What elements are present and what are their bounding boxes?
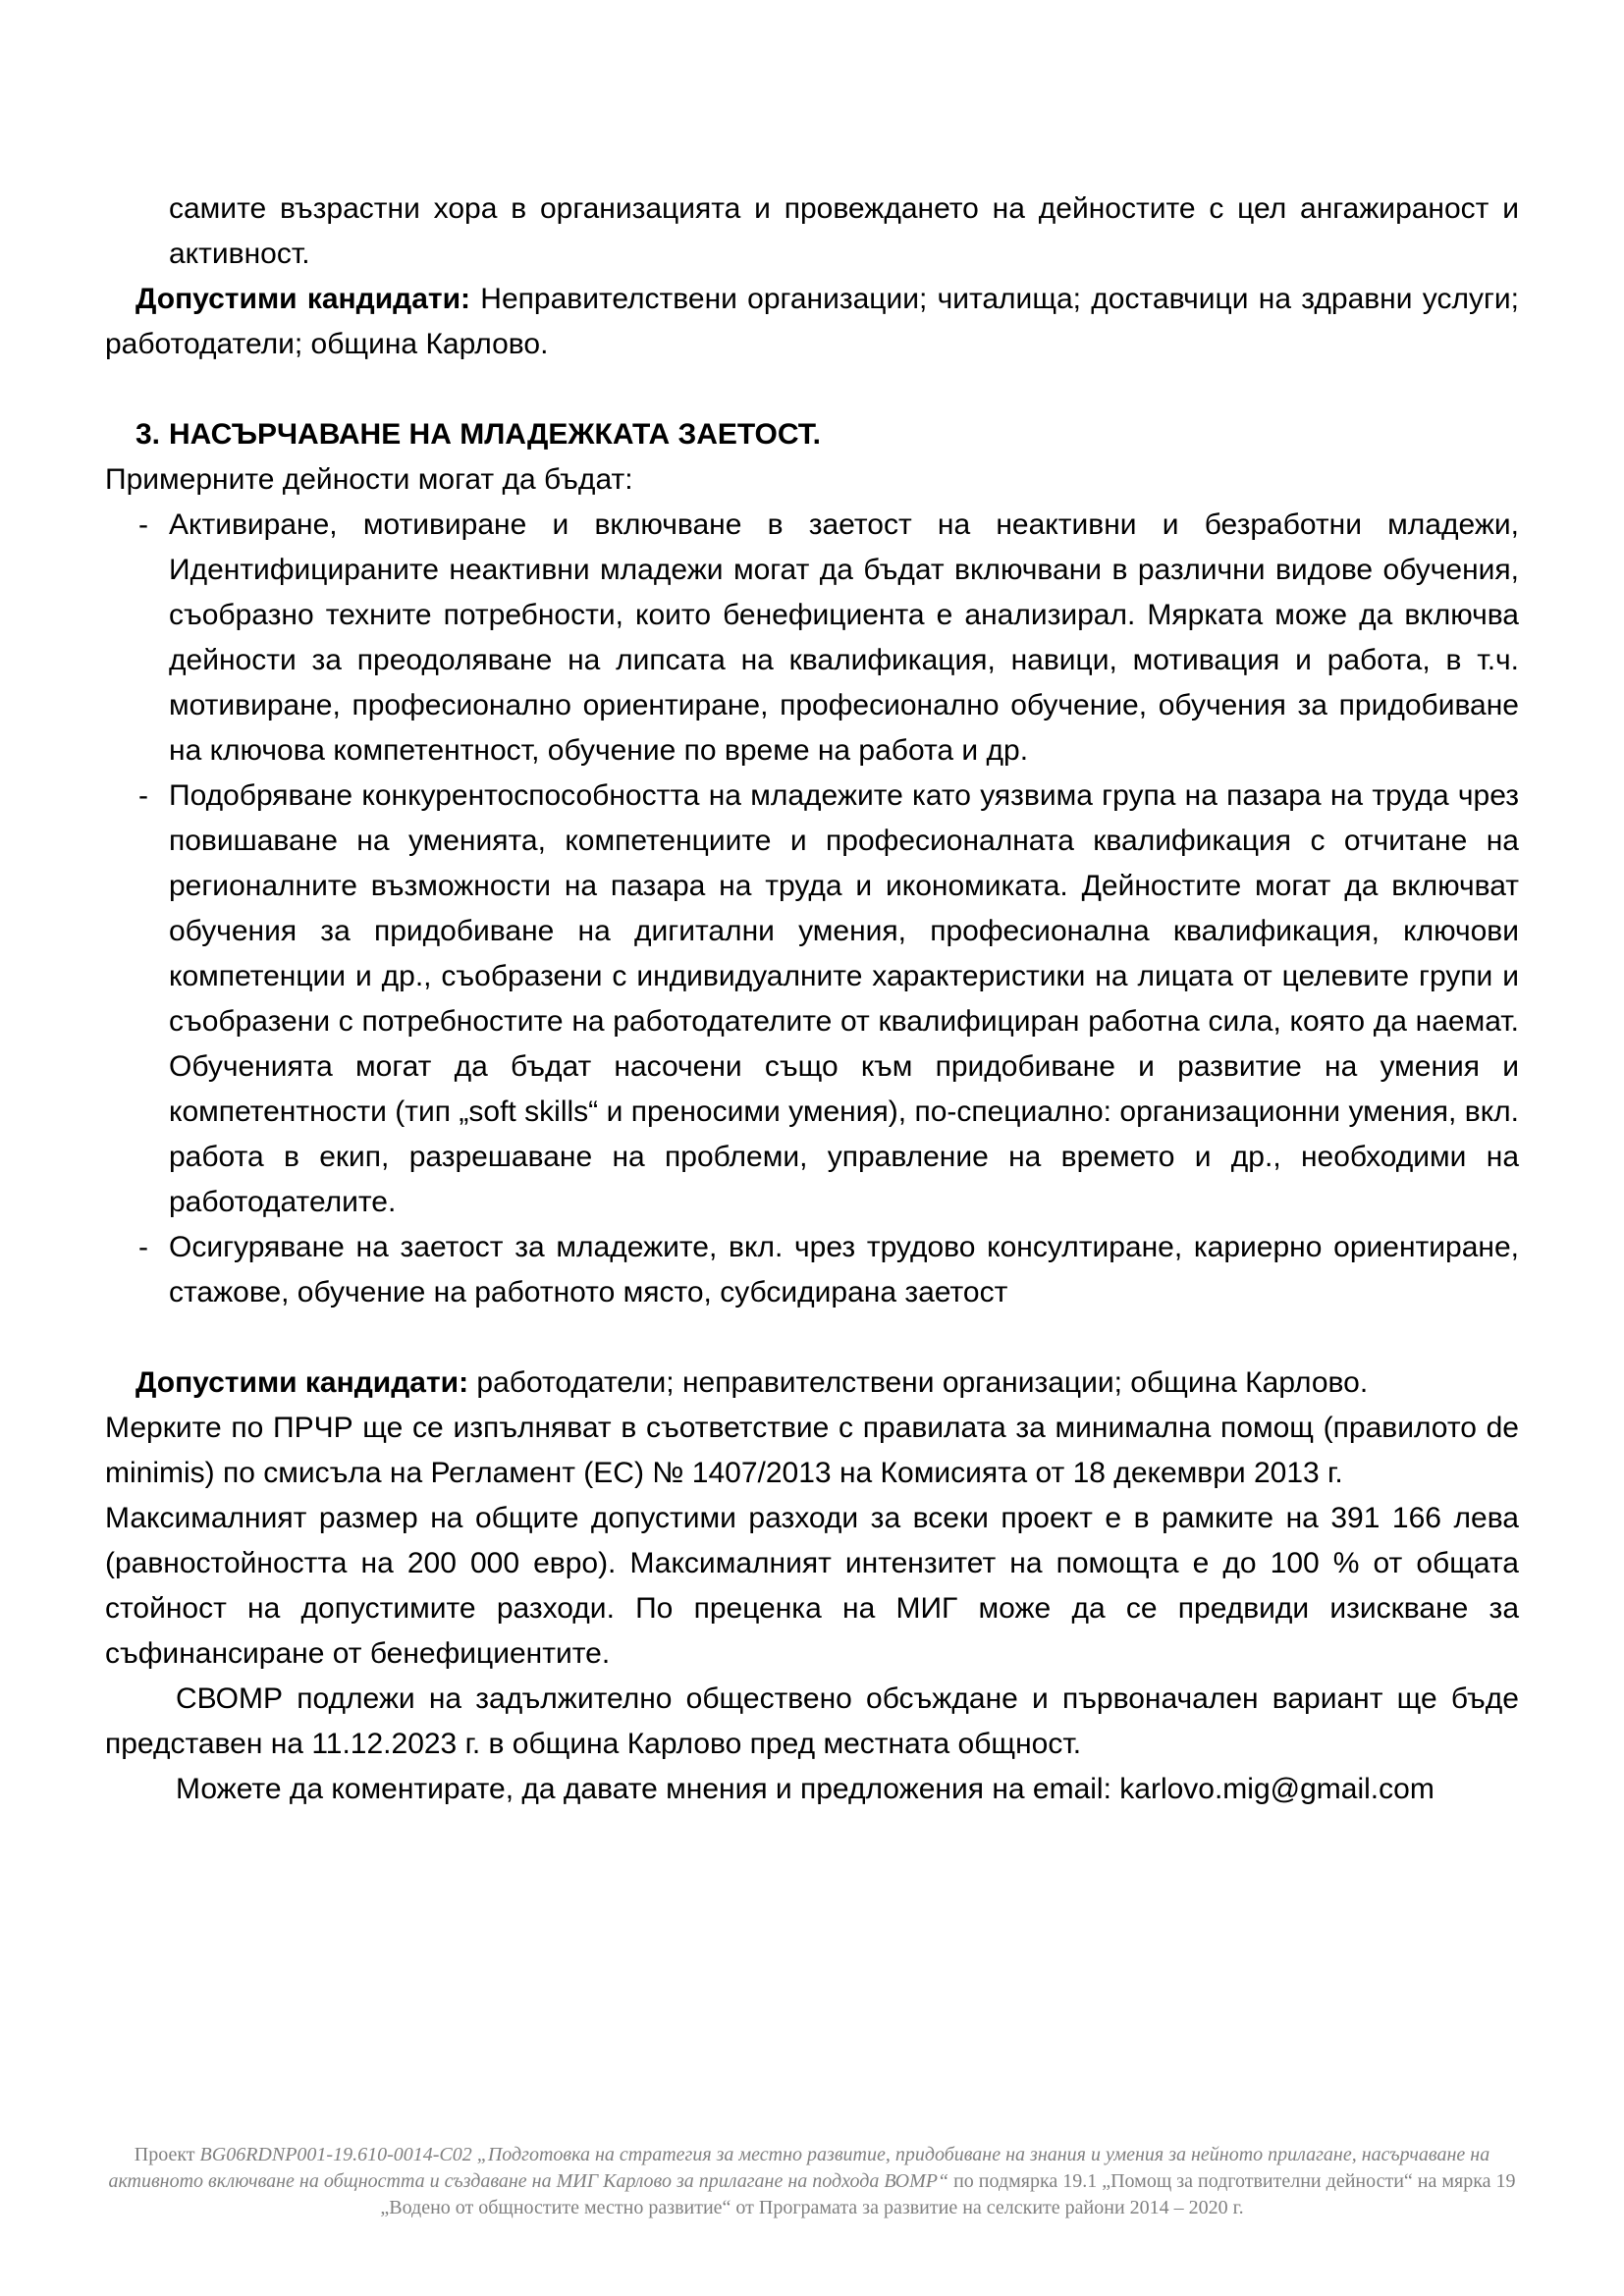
svomr-paragraph xyxy=(105,1677,1519,1767)
section-3-heading xyxy=(105,412,1519,457)
eligible-candidates-text: работодатели; неправителствени организации; община Карлово. xyxy=(468,1366,1369,1399)
minimis-paragraph xyxy=(105,1406,1519,1496)
footer-prefix: Проект xyxy=(134,2144,200,2165)
bullet-text: Подобряване конкурентоспособността на младежите като уязвима група на пазара на труда чрез повишаване на уменията, компетенциите и професионалната квалификация с отчитане на регионалните възможности на пазара на труда и икономиката. Дейностите могат да включват обучения за придобиване на дигитални умения, професионална квалификация, ключови компетенции и др., съобразени с индивидуалните характеристики на лицата от целевите групи и съобразени с потребностите на работодателите от квалифициран работна сила, която да наемат. Обученията могат да бъдат насочени също към придобиване и развитие на умения и компетентности (тип „soft skills“ и преносими умения), по-специално: организационни умения, вкл. работа в екип, разрешаване на проблеми, управление на времето и др., необходими на работодателите. xyxy=(169,779,1519,1218)
minimis-text: Мерките по ПРЧР ще се изпълняват в съответствие с правилата за минимална помощ (правилото de minimis) по смисъла на Регламент (ЕС) № 1407/2013 на Комисията от 18 декември 2013 г. xyxy=(105,1412,1519,1489)
bullet-item-employment xyxy=(105,1225,1519,1315)
activities-intro-text: Примерните дейности могат да бъдат: xyxy=(105,463,633,496)
eligible-candidates-elderly-paragraph xyxy=(105,277,1519,367)
bullet-item-competitiveness xyxy=(105,774,1519,1225)
eligible-candidates-text: Неправителствени организации; читалища; доставчици на здравни услуги; работодатели; община Карлово. xyxy=(105,283,1519,360)
activities-intro xyxy=(105,457,1519,503)
blank-line xyxy=(105,1315,1519,1361)
section-number: 3. xyxy=(135,418,161,451)
bullet-dash: - xyxy=(138,508,148,541)
bullet-item-activation xyxy=(105,503,1519,774)
email-address: karlovo.mig@gmail.com xyxy=(1119,1773,1435,1805)
svomr-text: СВОМР подлежи на задължително обществено обсъждане и първоначален вариант ще бъде представен на 11.12.2023 г. в община Карлово пред местната общност. xyxy=(105,1682,1519,1760)
blank-line xyxy=(105,367,1519,412)
bullet-text: Активиране, мотивиране и включване в заетост на неактивни и безработни младежи, Идентифицираните неактивни младежи могат да бъдат включвани в различни видове обучения, съобразно техните потребности, които бенефициента е анализирал. Мярката може да включва дейности за преодоляване на липсата на квалификация, навици, мотивация и работа, в т.ч. мотивиране, професионално ориентиране, професионално обучение, обучения за придобиване на ключова компетентност, обучение по време на работа и др. xyxy=(169,508,1519,767)
bullet-text: Осигуряване на заетост за младежите, вкл. чрез трудово консултиране, кариерно ориентиране, стажове, обучение на работното място, субсидирана заетост xyxy=(169,1231,1519,1308)
continuation-text: самите възрастни хора в организацията и провеждането на дейностите с цел ангажираност и активност. xyxy=(169,192,1519,270)
document-body xyxy=(105,187,1519,1812)
footer-suffix: по подмярка 19.1 „Помощ за подготвителни дейности“ на мярка 19 „Водено от общностите местно развитие“ от Програмата за развитие на селските райони 2014 – 2020 г. xyxy=(380,2170,1516,2218)
bullet-dash: - xyxy=(138,1231,148,1263)
eligible-candidates-youth-paragraph xyxy=(105,1361,1519,1406)
budget-paragraph xyxy=(105,1496,1519,1677)
comments-paragraph xyxy=(105,1767,1519,1812)
continuation-paragraph xyxy=(105,187,1519,277)
bullet-dash: - xyxy=(138,779,148,812)
budget-text: Максималният размер на общите допустими разходи за всеки проект е в рамките на 391 166 лева (равностойността на 200 000 евро). Максималният интензитет на помощта е до 100 % от общата стойност на допустимите разходи. По преценка на МИГ може да се предвиди изискване за съфинансиране от бенефициентите. xyxy=(105,1502,1519,1670)
eligible-candidates-label: Допустими кандидати: xyxy=(135,1366,469,1399)
section-title: НАСЪРЧАВАНЕ НА МЛАДЕЖКАТА ЗАЕТОСТ. xyxy=(169,418,822,451)
eligible-candidates-label: Допустими кандидати: xyxy=(135,283,471,315)
footer-project-title: BG06RDNP001-19.610-0014-C02 „Подготовка на стратегия за местно развитие, придобиване на знания и умения за нейното прилагане, насърчаване на активното включване на общността и създаване на МИГ Карлово за прилагане на подхода ВОМР“ xyxy=(108,2144,1490,2192)
page-footer xyxy=(105,2142,1519,2221)
comments-text: Можете да коментирате, да давате мнения и предложения на email: xyxy=(176,1773,1120,1805)
